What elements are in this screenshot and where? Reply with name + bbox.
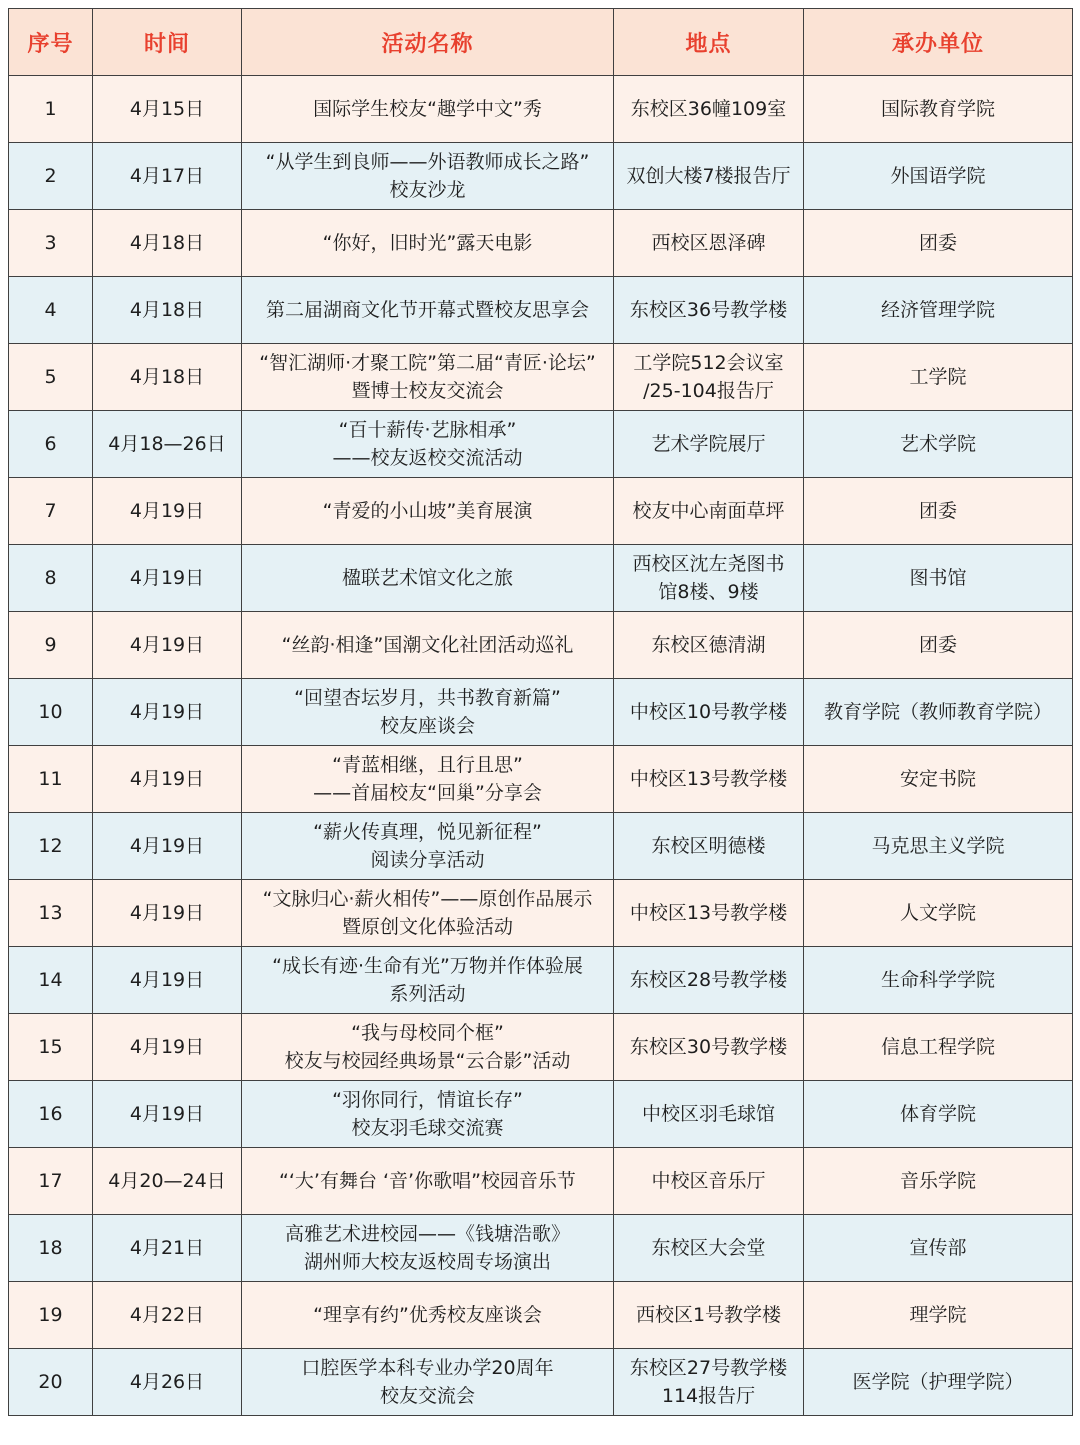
cell-organizer: 经济管理学院 — [804, 277, 1073, 344]
cell-location-line: 东校区明德楼 — [651, 835, 766, 857]
cell-location — [614, 1349, 804, 1416]
cell-location-line: 馆8楼、9楼 — [658, 581, 759, 603]
cell-organizer: 安定书院 — [804, 746, 1073, 813]
cell-organizer: 团委 — [804, 612, 1073, 679]
header-organizer: 承办单位 — [804, 9, 1073, 76]
cell-number: 19 — [9, 1282, 93, 1349]
cell-number: 7 — [9, 478, 93, 545]
cell-location — [614, 813, 804, 880]
cell-number: 14 — [9, 947, 93, 1014]
cell-number: 1 — [9, 76, 93, 143]
table-row — [9, 76, 1073, 143]
cell-activity-name-line: “丝韵·相逢”国潮文化社团活动巡礼 — [281, 634, 574, 656]
cell-location-line: 西校区1号教学楼 — [635, 1304, 782, 1326]
cell-date: 4月19日 — [93, 679, 242, 746]
cell-activity-name — [242, 411, 614, 478]
cell-location-line: 中校区羽毛球馆 — [641, 1103, 775, 1125]
cell-activity-name-line: 校友座谈会 — [379, 715, 475, 737]
cell-organizer: 音乐学院 — [804, 1148, 1073, 1215]
cell-activity-name-line: 口腔医学本科专业办学20周年 — [301, 1357, 554, 1379]
cell-location-line: /25-104报告厅 — [643, 380, 774, 402]
cell-number: 20 — [9, 1349, 93, 1416]
cell-date: 4月19日 — [93, 1081, 242, 1148]
cell-location-line: 东校区30号教学楼 — [629, 1036, 788, 1058]
cell-activity-name-line: “回望杏坛岁月，共书教育新篇” — [294, 687, 561, 709]
cell-activity-name-line: “青爱的小山坡”美育展演 — [322, 500, 533, 522]
cell-location-line: 东校区36号教学楼 — [629, 299, 788, 321]
cell-number: 3 — [9, 210, 93, 277]
cell-location — [614, 1215, 804, 1282]
cell-organizer: 国际教育学院 — [804, 76, 1073, 143]
cell-activity-name-line: 校友与校园经典场景“云合影”活动 — [284, 1050, 571, 1072]
table-row — [9, 1081, 1073, 1148]
cell-activity-name — [242, 1282, 614, 1349]
cell-activity-name-line: 系列活动 — [389, 983, 466, 1005]
cell-activity-name-line: 阅读分享活动 — [370, 849, 485, 871]
table-row — [9, 1148, 1073, 1215]
cell-date: 4月19日 — [93, 612, 242, 679]
table-row — [9, 478, 1073, 545]
cell-activity-name — [242, 612, 614, 679]
cell-activity-name — [242, 880, 614, 947]
cell-location — [614, 1081, 804, 1148]
cell-activity-name-line: “青蓝相继，且行且思” — [332, 754, 523, 776]
cell-organizer: 信息工程学院 — [804, 1014, 1073, 1081]
cell-organizer: 体育学院 — [804, 1081, 1073, 1148]
table-row — [9, 746, 1073, 813]
cell-activity-name-line: “百十薪传·艺脉相承” — [338, 419, 517, 441]
header-date: 时间 — [93, 9, 242, 76]
cell-location — [614, 76, 804, 143]
cell-organizer: 工学院 — [804, 344, 1073, 411]
header-row — [9, 9, 1073, 76]
cell-number: 18 — [9, 1215, 93, 1282]
cell-date: 4月21日 — [93, 1215, 242, 1282]
cell-location-line: 校友中心南面草坪 — [632, 500, 785, 522]
cell-activity-name — [242, 76, 614, 143]
cell-activity-name-line: “从学生到良师——外语教师成长之路” — [265, 151, 590, 173]
cell-number: 13 — [9, 880, 93, 947]
cell-activity-name-line: “智汇湖师·才聚工院”第二届“青匠·论坛” — [259, 352, 596, 374]
cell-location — [614, 411, 804, 478]
cell-location — [614, 746, 804, 813]
table-row — [9, 813, 1073, 880]
cell-organizer: 人文学院 — [804, 880, 1073, 947]
table-row — [9, 880, 1073, 947]
cell-organizer: 团委 — [804, 478, 1073, 545]
cell-organizer: 教育学院（教师教育学院） — [804, 679, 1073, 746]
cell-activity-name — [242, 344, 614, 411]
cell-number: 8 — [9, 545, 93, 612]
cell-activity-name — [242, 746, 614, 813]
cell-location — [614, 612, 804, 679]
cell-number: 17 — [9, 1148, 93, 1215]
cell-date: 4月22日 — [93, 1282, 242, 1349]
cell-location-line: 东校区德清湖 — [651, 634, 766, 656]
cell-location-line: 西校区沈左尧图书 — [632, 553, 785, 575]
cell-location — [614, 478, 804, 545]
schedule-table-container — [8, 8, 1072, 1416]
cell-location-line: 中校区13号教学楼 — [629, 902, 788, 924]
cell-number: 11 — [9, 746, 93, 813]
cell-location — [614, 947, 804, 1014]
cell-activity-name-line: 第二届湖商文化节开幕式暨校友思享会 — [265, 299, 589, 321]
cell-activity-name-line: ——校友返校交流活动 — [332, 447, 523, 469]
cell-location — [614, 1282, 804, 1349]
table-row — [9, 1014, 1073, 1081]
cell-activity-name-line: 楹联艺术馆文化之旅 — [341, 567, 513, 589]
cell-organizer: 马克思主义学院 — [804, 813, 1073, 880]
cell-location-line: 中校区13号教学楼 — [629, 768, 788, 790]
table-row — [9, 344, 1073, 411]
cell-date: 4月18日 — [93, 277, 242, 344]
cell-location — [614, 1014, 804, 1081]
cell-activity-name-line: 校友沙龙 — [389, 179, 466, 201]
cell-number: 12 — [9, 813, 93, 880]
cell-location-line: 艺术学院展厅 — [651, 433, 766, 455]
cell-activity-name — [242, 1081, 614, 1148]
cell-number: 9 — [9, 612, 93, 679]
table-row — [9, 1349, 1073, 1416]
cell-location-line: 双创大楼7楼报告厅 — [626, 165, 791, 187]
cell-date: 4月19日 — [93, 545, 242, 612]
cell-activity-name-line: 暨原创文化体验活动 — [341, 916, 513, 938]
table-row — [9, 210, 1073, 277]
cell-activity-name-line: 校友交流会 — [379, 1385, 475, 1407]
table-body — [9, 76, 1073, 1416]
table-header — [9, 9, 1073, 76]
cell-number: 16 — [9, 1081, 93, 1148]
cell-activity-name-line: “我与母校同个框” — [351, 1022, 504, 1044]
cell-date: 4月18日 — [93, 210, 242, 277]
cell-organizer: 外国语学院 — [804, 143, 1073, 210]
cell-date: 4月26日 — [93, 1349, 242, 1416]
cell-location — [614, 1148, 804, 1215]
cell-date: 4月20—24日 — [93, 1148, 242, 1215]
cell-location-line: 东校区27号教学楼 — [629, 1357, 788, 1379]
table-row — [9, 277, 1073, 344]
cell-location — [614, 344, 804, 411]
cell-organizer: 理学院 — [804, 1282, 1073, 1349]
cell-date: 4月19日 — [93, 746, 242, 813]
cell-number: 4 — [9, 277, 93, 344]
cell-date: 4月18日 — [93, 344, 242, 411]
cell-activity-name-line: 暨博士校友交流会 — [351, 380, 504, 402]
cell-activity-name — [242, 1349, 614, 1416]
cell-number: 6 — [9, 411, 93, 478]
cell-location-line: 西校区恩泽碑 — [651, 232, 766, 254]
cell-location — [614, 143, 804, 210]
cell-location-line: 中校区音乐厅 — [651, 1170, 766, 1192]
table-row — [9, 411, 1073, 478]
cell-number: 10 — [9, 679, 93, 746]
cell-date: 4月19日 — [93, 880, 242, 947]
cell-activity-name-line: 高雅艺术进校园——《钱塘浩歌》 — [284, 1223, 570, 1245]
cell-date: 4月19日 — [93, 947, 242, 1014]
cell-activity-name — [242, 1148, 614, 1215]
table-row — [9, 1282, 1073, 1349]
cell-activity-name-line: “理享有约”优秀校友座谈会 — [313, 1304, 542, 1326]
cell-location — [614, 679, 804, 746]
cell-organizer: 医学院（护理学院） — [804, 1349, 1073, 1416]
cell-activity-name-line: ——首届校友“回巢”分享会 — [313, 782, 542, 804]
table-row — [9, 612, 1073, 679]
table-row — [9, 679, 1073, 746]
cell-date: 4月19日 — [93, 478, 242, 545]
cell-activity-name — [242, 1215, 614, 1282]
cell-organizer: 图书馆 — [804, 545, 1073, 612]
cell-activity-name-line: “羽你同行，情谊长存” — [332, 1089, 523, 1111]
cell-location-line: 东校区大会堂 — [651, 1237, 766, 1259]
cell-organizer: 艺术学院 — [804, 411, 1073, 478]
cell-date: 4月15日 — [93, 76, 242, 143]
cell-date: 4月19日 — [93, 1014, 242, 1081]
header-location: 地点 — [614, 9, 804, 76]
table-row — [9, 545, 1073, 612]
cell-activity-name-line: “文脉归心·薪火相传”——原创作品展示 — [262, 888, 593, 910]
cell-activity-name-line: “薪火传真理，悦见新征程” — [313, 821, 542, 843]
cell-date: 4月17日 — [93, 143, 242, 210]
cell-number: 15 — [9, 1014, 93, 1081]
cell-activity-name — [242, 679, 614, 746]
cell-organizer: 团委 — [804, 210, 1073, 277]
cell-activity-name-line: “你好，旧时光”露天电影 — [322, 232, 533, 254]
cell-activity-name-line: 国际学生校友“趣学中文”秀 — [313, 98, 542, 120]
cell-number: 5 — [9, 344, 93, 411]
cell-location-line: 东校区28号教学楼 — [629, 969, 788, 991]
header-number: 序号 — [9, 9, 93, 76]
table-row — [9, 143, 1073, 210]
cell-location-line: 工学院512会议室 — [633, 352, 784, 374]
cell-activity-name — [242, 947, 614, 1014]
cell-activity-name-line: “‘大’有舞台 ‘音’你歌唱”校园音乐节 — [279, 1170, 576, 1192]
activity-schedule-table — [8, 8, 1073, 1416]
cell-activity-name — [242, 210, 614, 277]
cell-location — [614, 277, 804, 344]
cell-location — [614, 880, 804, 947]
cell-date: 4月19日 — [93, 813, 242, 880]
cell-location — [614, 545, 804, 612]
table-row — [9, 947, 1073, 1014]
cell-location-line: 东校区36幢109室 — [630, 98, 787, 120]
cell-date: 4月18—26日 — [93, 411, 242, 478]
cell-activity-name — [242, 277, 614, 344]
cell-activity-name — [242, 143, 614, 210]
table-row — [9, 1215, 1073, 1282]
cell-location-line: 中校区10号教学楼 — [629, 701, 788, 723]
cell-activity-name-line: 校友羽毛球交流赛 — [351, 1117, 504, 1139]
cell-activity-name — [242, 1014, 614, 1081]
cell-location — [614, 210, 804, 277]
cell-number: 2 — [9, 143, 93, 210]
cell-activity-name — [242, 478, 614, 545]
cell-activity-name — [242, 545, 614, 612]
cell-activity-name-line: 湖州师大校友返校周专场演出 — [303, 1251, 551, 1273]
cell-organizer: 生命科学学院 — [804, 947, 1073, 1014]
header-activity-name: 活动名称 — [242, 9, 614, 76]
cell-activity-name-line: “成长有迹·生命有光”万物并作体验展 — [272, 955, 583, 977]
cell-location-line: 114报告厅 — [661, 1385, 756, 1407]
cell-activity-name — [242, 813, 614, 880]
cell-organizer: 宣传部 — [804, 1215, 1073, 1282]
